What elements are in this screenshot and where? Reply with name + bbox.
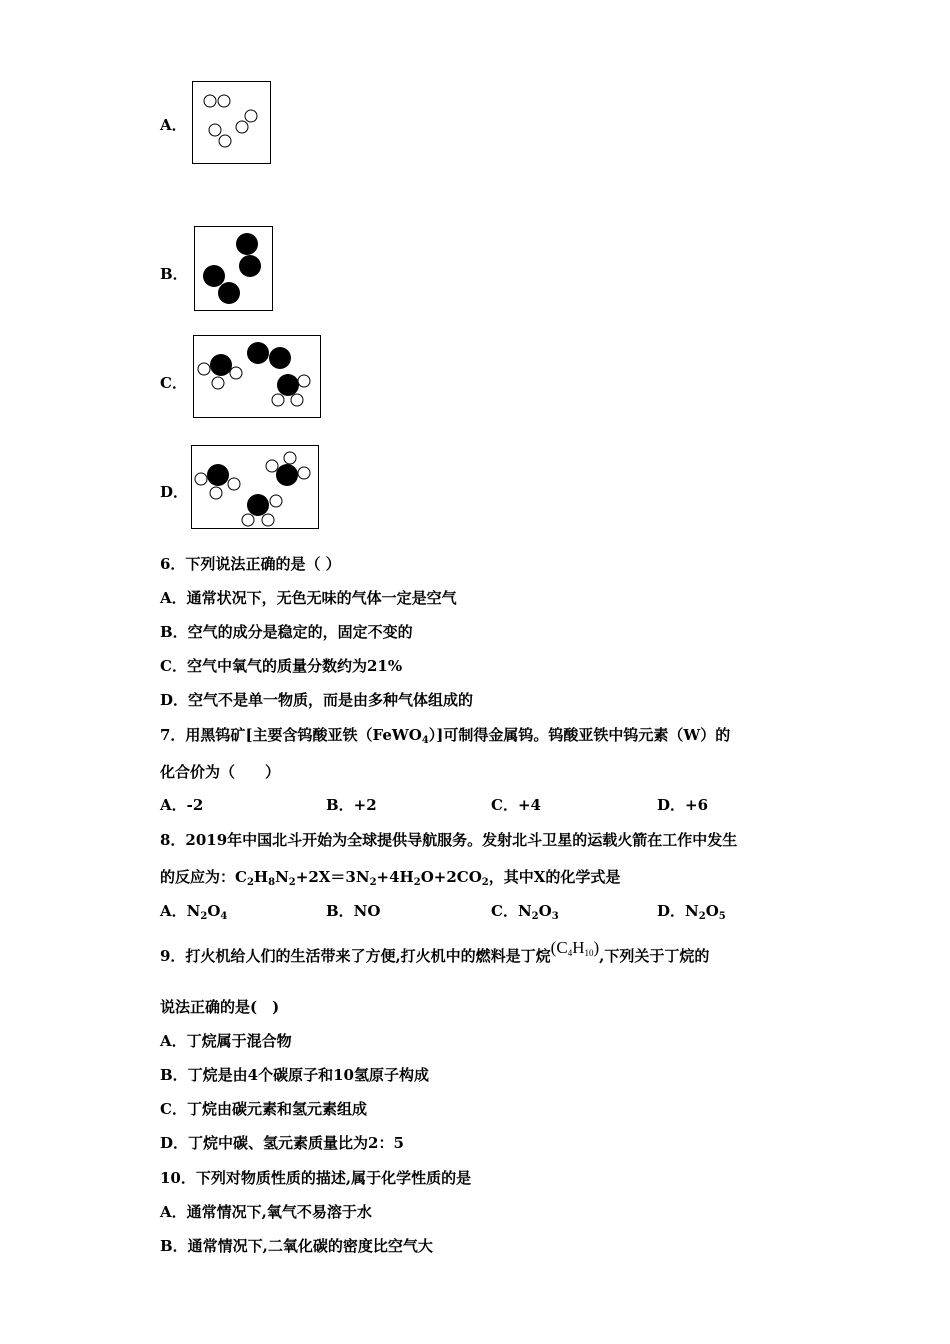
molecule-diagram-b xyxy=(195,227,272,310)
q7-option-c: C．+4 xyxy=(491,796,541,814)
diagram-c xyxy=(193,335,321,418)
q8-option-a: A．$N_2O_4$ xyxy=(160,902,228,922)
butane-formula: $(C_4H_{10})$ xyxy=(550,938,600,958)
question-7-stem: 7．用黑钨矿[主要含钨酸亚铁（FeWO$_4$）]可制得金属钨。钨酸亚铁中钨元素（W）的 xyxy=(160,726,731,746)
molecule-diagram-c xyxy=(194,336,320,417)
q9-option-c: C．丁烷由碳元素和氢元素组成 xyxy=(160,1100,367,1118)
q6-option-d: D．空气不是单一物质，而是由多种气体组成的 xyxy=(160,691,474,709)
question-8-stem: 8．2019年中国北斗开始为全球提供导航服务。发射北斗卫星的运载火箭在工作中发生 xyxy=(160,831,738,849)
q8-option-b: B．NO xyxy=(326,902,381,920)
question-7-stem-line2: 化合价为（ ） xyxy=(160,763,281,781)
option-label-c: C． xyxy=(160,374,187,392)
q9-option-b: B．丁烷是由4个碳原子和10氢原子构成 xyxy=(160,1066,429,1084)
q6-option-c: C．空气中氧气的质量分数约为21% xyxy=(160,657,403,675)
option-label-a: A． xyxy=(160,116,187,134)
q8-option-c: C．$N_2O_3$ xyxy=(491,902,559,922)
q7-option-d: D．+6 xyxy=(657,796,709,814)
q7-option-a: A．-2 xyxy=(160,796,204,814)
q9-option-d: D．丁烷中碳、氢元素质量比为2：5 xyxy=(160,1134,404,1152)
option-label-b: B． xyxy=(160,265,188,283)
q6-option-a: A．通常状况下，无色无味的气体一定是空气 xyxy=(160,589,457,607)
question-10-stem: 10．下列对物质性质的描述,属于化学性质的是 xyxy=(160,1169,472,1187)
question-6-stem: 6．下列说法正确的是（ ） xyxy=(160,555,341,573)
q10-option-a: A．通常情况下,氧气不易溶于水 xyxy=(160,1203,372,1221)
diagram-d xyxy=(191,445,319,529)
q9-option-a: A．丁烷属于混合物 xyxy=(160,1032,292,1050)
question-9-stem-line2: 说法正确的是( ) xyxy=(160,998,280,1016)
question-8-equation: 的反应为：$C_2H_8N_2+2X=3N_2+4H_2O+2CO_2$，其中X的化学式是 xyxy=(160,868,621,888)
diagram-a xyxy=(192,81,271,164)
q7-option-b: B．+2 xyxy=(326,796,377,814)
option-label-d: D． xyxy=(160,483,189,501)
molecule-diagram-d xyxy=(192,446,318,528)
molecule-diagram-a xyxy=(193,82,270,163)
q10-option-b: B．通常情况下,二氧化碳的密度比空气大 xyxy=(160,1237,433,1255)
diagram-b xyxy=(194,226,273,311)
question-9-stem: 9．打火机给人们的生活带来了方便,打火机中的燃料是丁烷$(C_4H_{10})$,下列关于丁烷的 xyxy=(160,938,710,965)
q8-option-d: D．$N_2O_5$ xyxy=(657,902,726,922)
q6-option-b: B．空气的成分是稳定的，固定不变的 xyxy=(160,623,413,641)
